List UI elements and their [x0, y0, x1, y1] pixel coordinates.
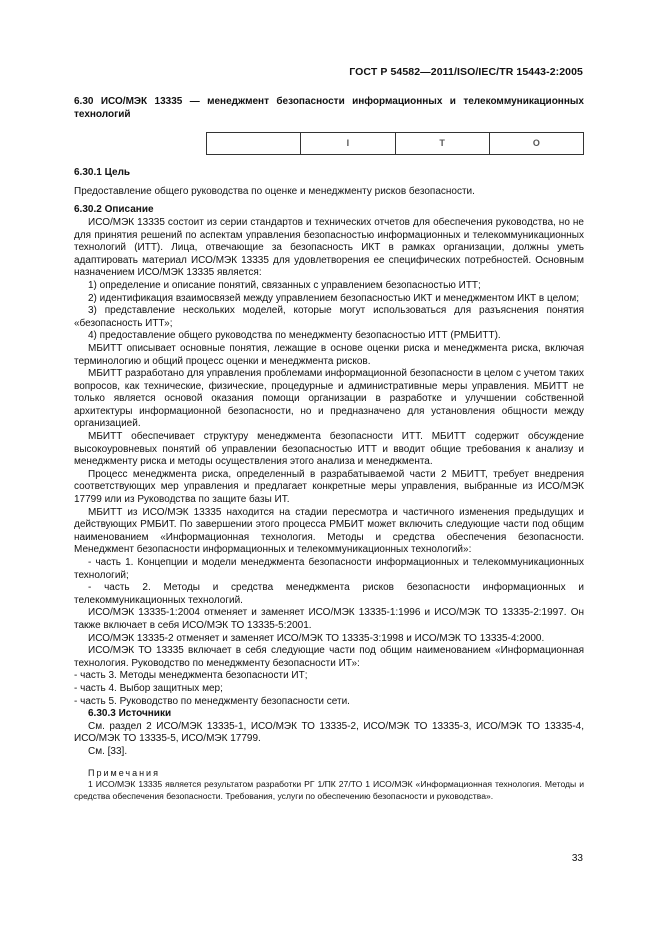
- table-cell-o: O: [489, 133, 583, 155]
- paragraph: Процесс менеджмента риска, определенный в разрабатываемой части 2 МБИТТ, требует внедрения соответствующих мер управления и предлагает конкретные меры управления, выбранные из ИСО/МЭК 17799 или из Руководства по защите базы ИТ.: [74, 468, 584, 506]
- sources-ref: См. [33].: [88, 745, 128, 757]
- list-item: 2) идентификация взаимосвязей между управлением безопасностью ИКТ и менеджментом ИКТ в целом;: [88, 292, 580, 304]
- list-item: 1) определение и описание понятий, связанных с управлением безопасностью ИТТ;: [88, 279, 481, 291]
- list-item: - часть 2. Методы и средства менеджмента рисков безопасности информационных и телекоммуникационных технологий.: [74, 582, 584, 606]
- paragraph: МБИТТ обеспечивает структуру менеджмента безопасности ИТТ. МБИТТ содержит обсуждение высокоуровневых понятий об управлении безопасностью ИТТ и вводит общие требования к анализу и менеджменту риска и методы осуществления этого анализа и менеджмента.: [74, 431, 584, 468]
- goal-text: Предоставление общего руководства по оценке и менеджменту рисков безопасности.: [74, 185, 475, 197]
- page-content: [74, 96, 584, 802]
- paragraph: МБИТТ описывает основные понятия, лежащие в основе оценки риска и менеджмента риска, включая терминологию и общий процесс оценки и менеджмента рисков.: [74, 342, 584, 367]
- list-item: 4) предоставление общего руководства по менеджменту безопасностью ИТТ (РМБИТТ).: [88, 330, 501, 342]
- list-item: - часть 5. Руководство по менеджменту безопасности сети.: [74, 695, 350, 707]
- paragraph: МБИТТ разработано для управления проблемами информационной безопасности в целом с учетом таких вопросов, как технические, физические, процедурные и административные меры управления. МБИТТ не только является основой оказания помощи организации в разработке и улучшении собственной архитектуры информационной безопасности, но и предназначено для установления общности между организацией.: [74, 368, 584, 430]
- subsection-heading-goal: 6.30.1 Цель: [74, 167, 131, 179]
- paragraph: ИСО/МЭК 13335 состоит из серии стандартов и технических отчетов для обеспечения руководства, но не для принятия решений по аспектам управления безопасностью информационных и телекоммуникационных технологий (ИТТ). Лица, отвечающие за безопасность ИКТ в рамках организации, должны уметь адаптировать материал ИСО/МЭК 13335 для удовлетворения ее специфических потребностей. Основным назначением ИСО/МЭК 13335 является:: [74, 216, 584, 279]
- page-number: 33: [571, 853, 583, 864]
- list-item: 3) представление нескольких моделей, которые могут использоваться для разъяснения понятия «безопасность ИТТ»;: [74, 305, 584, 329]
- paragraph: ИСО/МЭК ТО 13335 включает в себя следующие части под общим наименованием «Информационная технология. Руководство по менеджменту безопасности ИТ»:: [74, 645, 584, 669]
- table-cell-empty: [207, 133, 301, 155]
- subsection-heading-sources: 6.30.3 Источники: [88, 708, 172, 720]
- classification-table: [206, 132, 584, 155]
- section-title: 6.30 ИСО/МЭК 13335 — менеджмент безопасности информационных и телекоммуникационных технологий: [74, 96, 584, 120]
- list-item: - часть 1. Концепции и модели менеджмента безопасности информационных и телекоммуникационных технологий;: [74, 557, 584, 581]
- note-1: 1 ИСО/МЭК 13335 является результатом разработки РГ 1/ПК 27/ТО 1 ИСО/МЭК «Информационная технология. Методы и средства обеспечения безопасности. Требования, услуги по обеспечению безопасности и руководства».: [74, 779, 584, 801]
- subsection-heading-description: 6.30.2 Описание: [74, 204, 154, 216]
- list-item: - часть 3. Методы менеджмента безопасности ИТ;: [74, 670, 308, 682]
- sources-text: См. раздел 2 ИСО/МЭК 13335-1, ИСО/МЭК ТО 13335-2, ИСО/МЭК ТО 13335-3, ИСО/МЭК ТО 13335-4, ИСО/МЭК ТО 13335-5, ИСО/МЭК 17799.: [74, 720, 584, 745]
- list-item: - часть 4. Выбор защитных мер;: [74, 682, 223, 694]
- table-cell-i: I: [301, 133, 395, 155]
- paragraph: ИСО/МЭК 13335-1:2004 отменяет и заменяет ИСО/МЭК 13335-1:1996 и ИСО/МЭК ТО 13335-2:1997. Он также включает в себя ИСО/МЭК ТО 13335-5:2001.: [74, 607, 584, 631]
- document-header: ГОСТ Р 54582—2011/ISO/IEC/TR 15443-2:2005: [349, 66, 583, 78]
- table-cell-t: T: [395, 133, 489, 155]
- notes-title: Примечания: [88, 767, 160, 778]
- paragraph: МБИТТ из ИСО/МЭК 13335 находится на стадии пересмотра и частичного изменения предыдущих и действующих РМБИТ. По завершении этого процесса РМБИТ может включить следующие части под общим наименованием «Информационная технология. Методы и средства обеспечения безопасности. Менеджмент безопасности информационных и телекоммуникационных технологий»:: [74, 506, 584, 556]
- paragraph: ИСО/МЭК 13335-2 отменяет и заменяет ИСО/МЭК ТО 13335-3:1998 и ИСО/МЭК ТО 13335-4:2000.: [88, 632, 545, 644]
